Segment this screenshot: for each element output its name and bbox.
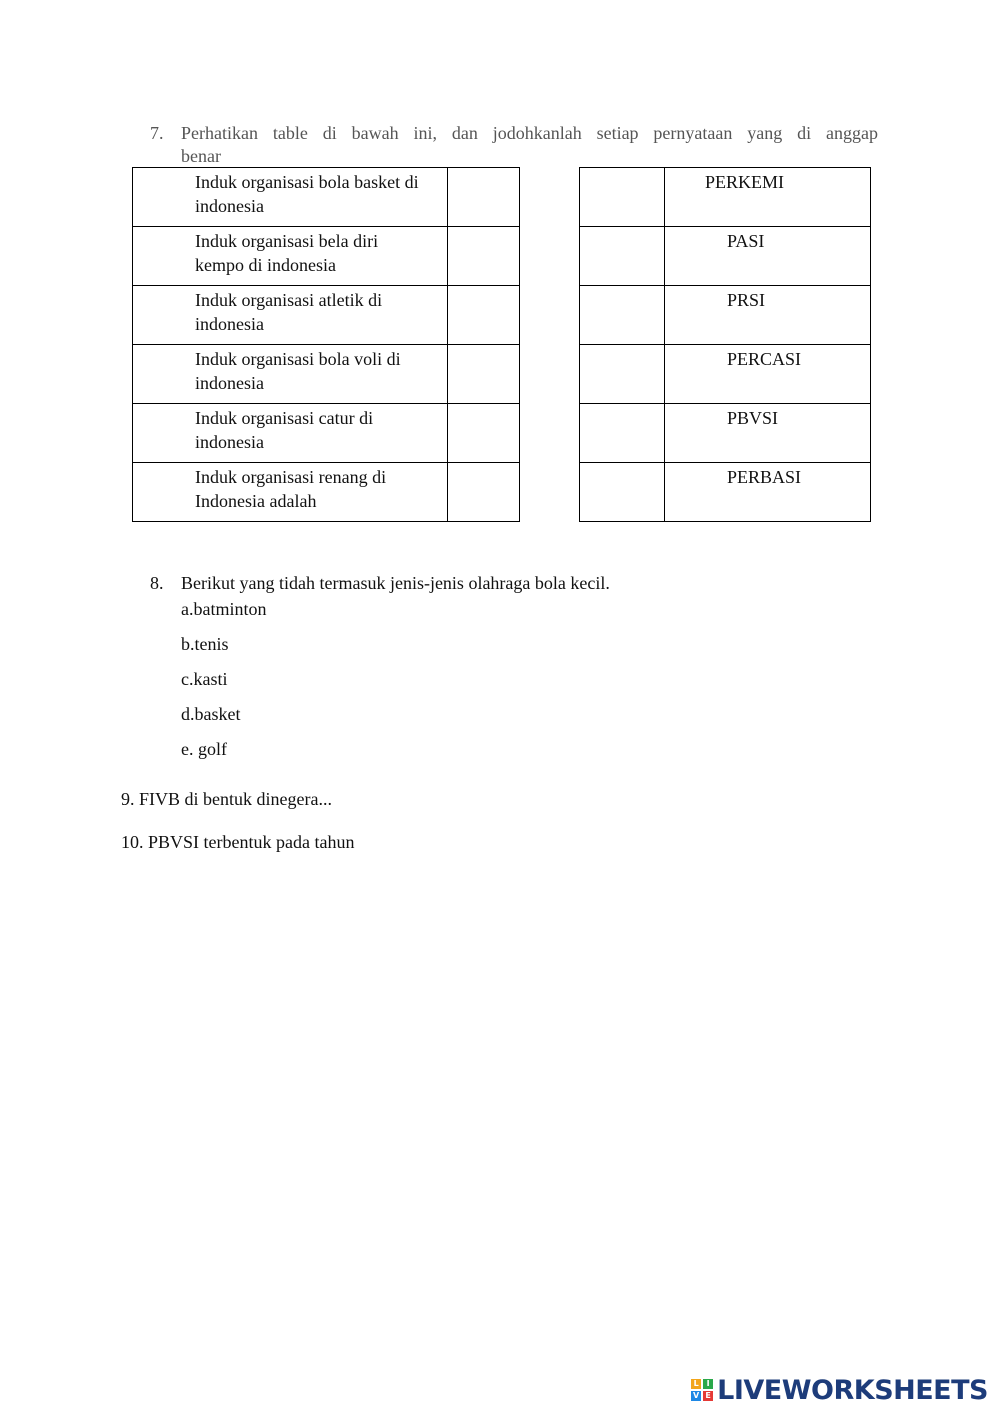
answer-row [580,286,871,345]
match-box-left[interactable] [448,404,520,463]
statement-cell [133,227,448,286]
answer-label: PERKEMI [705,172,785,192]
liveworksheets-logo [691,1372,988,1408]
answers-table [579,167,871,522]
statement-row [133,168,520,227]
match-box-left[interactable] [448,286,520,345]
statement-line1: Induk organisasi bela diri [195,231,379,251]
match-box-left[interactable] [448,168,520,227]
logo-tile-i: I [703,1379,713,1389]
option-d[interactable]: d.basket [181,704,241,724]
statement-line2: Indonesia adalah [195,491,317,511]
statement-row [133,227,520,286]
answer-cell [665,404,871,463]
question-8-number: 8. [150,573,164,593]
statement-row [133,463,520,522]
answer-row [580,227,871,286]
option-b[interactable]: b.tenis [181,634,229,654]
logo-tile-e: E [703,1391,713,1401]
statement-cell [133,463,448,522]
answer-row [580,463,871,522]
statement-line2: indonesia [195,196,264,216]
question-7-text-continued: benar [181,146,221,166]
answer-row [580,345,871,404]
answer-cell [665,286,871,345]
logo-tile-l: L [691,1379,701,1389]
question-10: 10. PBVSI terbentuk pada tahun [121,832,355,852]
match-box-left[interactable] [448,345,520,404]
statement-row [133,286,520,345]
answer-label: PRSI [727,290,766,310]
match-box-right[interactable] [580,345,665,404]
answer-row [580,404,871,463]
statement-line2: indonesia [195,314,264,334]
answer-label: PERCASI [727,349,802,369]
answer-cell [665,463,871,522]
question-7-number: 7. [150,123,164,143]
statement-line1: Induk organisasi bola voli di [195,349,401,369]
match-box-right[interactable] [580,168,665,227]
statement-line1: Induk organisasi renang di [195,467,387,487]
statement-cell [133,168,448,227]
statement-line1: Induk organisasi atletik di [195,290,383,310]
statements-table [132,167,520,522]
match-box-right[interactable] [580,463,665,522]
statement-cell [133,345,448,404]
logo-tile-v: V [693,1391,700,1400]
answer-cell [665,168,871,227]
question-8-text: Berikut yang tidah termasuk jenis-jenis olahraga bola kecil. [181,573,610,593]
option-e[interactable]: e. golf [181,739,227,759]
answer-cell [665,345,871,404]
question-7-text: Perhatikan table di bawah ini, dan jodohkanlah setiap pernyataan yang di anggap [181,123,878,143]
match-box-right[interactable] [580,227,665,286]
statement-line1: Induk organisasi catur di [195,408,374,428]
question-9: 9. FIVB di bentuk dinegera... [121,789,332,809]
statement-cell [133,404,448,463]
logo-text: LIVEWORKSHEETS [717,1374,988,1406]
match-box-right[interactable] [580,286,665,345]
match-box-left[interactable] [448,227,520,286]
statement-row [133,404,520,463]
option-a[interactable]: a.batminton [181,599,267,619]
statement-line2: kempo di indonesia [195,255,336,275]
answer-label: PERBASI [727,467,802,487]
statement-line2: indonesia [195,432,264,452]
match-box-left[interactable] [448,463,520,522]
statement-line1: Induk organisasi bola basket di [195,172,419,192]
option-c[interactable]: c.kasti [181,669,228,689]
answer-row [580,168,871,227]
logo-grid-icon [691,1379,713,1401]
statement-cell [133,286,448,345]
statement-row [133,345,520,404]
statement-line2: indonesia [195,373,264,393]
answer-label: PASI [727,231,765,251]
answer-cell [665,227,871,286]
match-box-right[interactable] [580,404,665,463]
answer-label: PBVSI [727,408,779,428]
